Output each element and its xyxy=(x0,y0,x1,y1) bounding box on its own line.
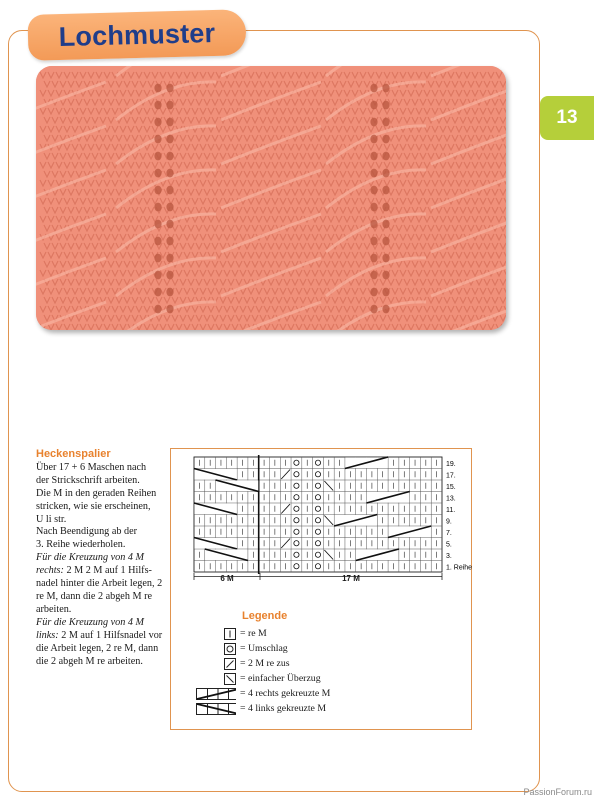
legend-text: = 4 links gekreuzte M xyxy=(240,703,327,714)
page-title: Lochmuster xyxy=(58,17,216,52)
legend-item xyxy=(196,671,396,686)
instruction-line: U li str. xyxy=(36,513,67,525)
page-number-tab xyxy=(540,96,594,140)
cable-right-icon xyxy=(196,688,236,700)
page-number: 13 xyxy=(556,107,578,128)
row-label: 1. Reihe xyxy=(446,564,473,572)
row-label: 7. xyxy=(446,530,452,537)
legend-item xyxy=(196,626,396,641)
k2tog-icon xyxy=(224,658,236,670)
instruction-line: stricken, wie sie erscheinen, xyxy=(36,500,151,512)
chart-legend xyxy=(196,610,396,716)
knit-swatch-photo xyxy=(36,66,506,330)
title-tab xyxy=(27,9,246,61)
row-label: 11. xyxy=(446,507,456,514)
legend-text: = einfacher Überzug xyxy=(240,673,321,684)
row-label: 5. xyxy=(446,541,452,549)
legend-item xyxy=(196,656,396,671)
row-label: 13. xyxy=(446,495,456,503)
pattern-name: Heckenspalier xyxy=(36,448,111,460)
cross-right-text: 2 M 2 M auf 1 Hilfs-nadel hinter die Arbeit legen, 2 re M, dann die 2 abgeh M re arbeiten. xyxy=(36,565,163,615)
row-label: 3. xyxy=(446,553,452,560)
instruction-line: Die M in den geraden Reihen xyxy=(36,487,157,499)
right-repeat-label: 17 M xyxy=(342,574,360,583)
cross-right-instruction xyxy=(36,552,168,617)
row-label: 17. xyxy=(446,472,456,480)
legend-title: Legende xyxy=(242,610,288,622)
legend-text: = Umschlag xyxy=(240,643,288,654)
cross-left-text: 2 M auf 1 Hilfsnadel vor die Arbeit legen, 2 re M, dann die 2 abgeh M re arbeiten. xyxy=(36,629,163,667)
knitting-chart xyxy=(190,454,490,584)
instruction-line: der Strickschrift arbeiten. xyxy=(36,474,140,486)
instruction-line: Nach Beendigung ab der xyxy=(36,526,137,538)
row-label: 15. xyxy=(446,484,456,491)
instruction-line: 3. Reihe wiederholen. xyxy=(36,539,126,551)
row-label: 9. xyxy=(446,518,452,526)
instruction-line: Über 17 + 6 Maschen nach xyxy=(36,461,147,473)
pattern-instructions xyxy=(36,448,168,668)
chart-row-labels xyxy=(446,461,472,572)
yarn-over-icon xyxy=(224,643,236,655)
legend-text: = 2 M re zus xyxy=(240,658,290,669)
row-label: 19. xyxy=(446,461,456,468)
knit-icon xyxy=(224,628,236,640)
legend-text: = re M xyxy=(240,628,267,639)
knit-swatch-illustration xyxy=(36,66,506,330)
legend-item xyxy=(196,641,396,656)
legend-item xyxy=(196,701,396,716)
left-repeat-label: 6 M xyxy=(220,574,234,583)
ssk-icon xyxy=(224,673,236,685)
cross-left-instruction xyxy=(36,617,168,669)
cross-left-label: Für die Kreuzung von 4 M links: xyxy=(36,616,144,641)
cable-left-icon xyxy=(196,703,236,715)
watermark: PassionForum.ru xyxy=(523,787,592,797)
legend-item xyxy=(196,686,396,701)
legend-text: = 4 rechts gekreuzte M xyxy=(240,688,331,699)
cross-right-label: Für die Kreuzung von 4 M rechts: xyxy=(36,552,144,577)
